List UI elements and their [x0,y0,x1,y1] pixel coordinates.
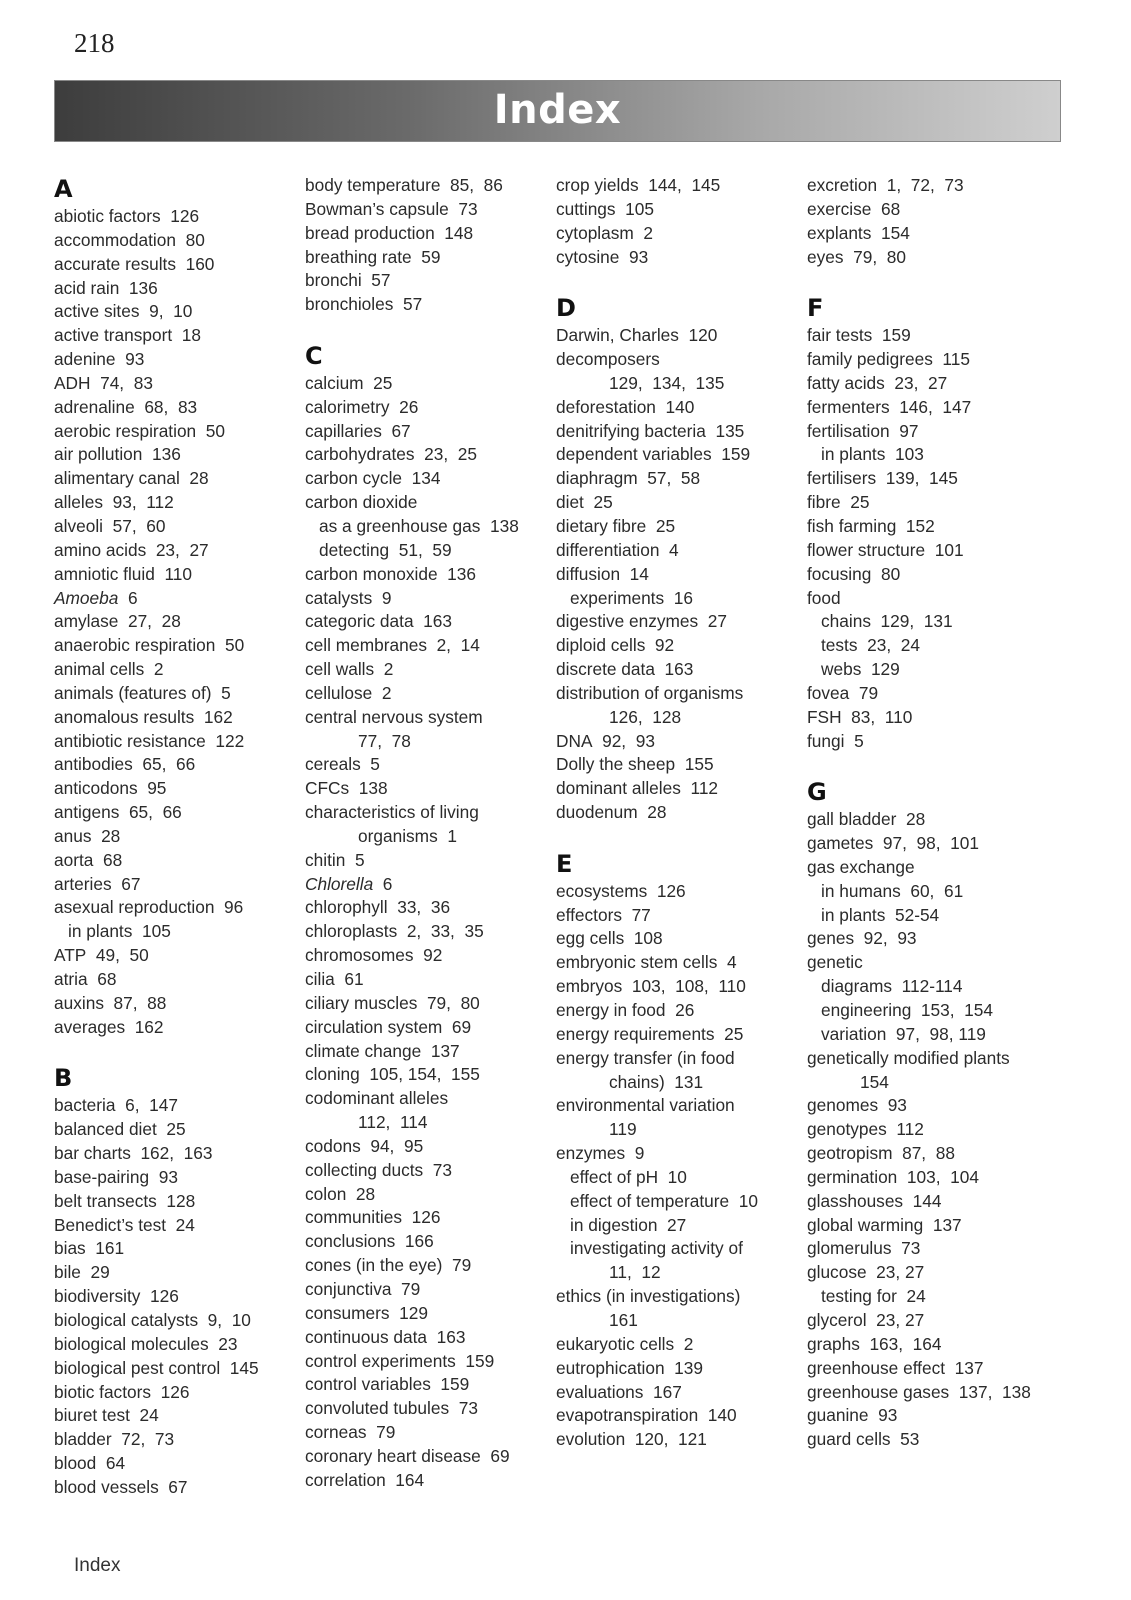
index-entry: Darwin, Charles 120 [556,325,718,346]
index-entry: cones (in the eye) 79 [305,1255,472,1276]
index-entry: alimentary canal 28 [54,468,209,489]
index-entry: fovea 79 [807,682,879,703]
index-entry: carbohydrates 23, 25 [305,444,477,465]
index-entry: explants 154 [807,222,910,243]
page-number: 218 [74,28,115,58]
index-entry-continuation: organisms 1 [358,825,457,846]
index-entry: energy in food 26 [556,1000,695,1020]
index-entry: accurate results 160 [54,253,215,274]
index-entry: cytoplasm 2 [556,222,654,243]
section-gap [305,317,555,341]
index-entry: cloning 105, 154, 155 [305,1064,480,1085]
index-entry: adenine 93 [54,349,145,370]
index-column-2 [305,174,555,1493]
index-subentry: in digestion 27 [570,1214,687,1235]
index-entry-continuation: 129, 134, 135 [609,372,725,393]
index-subentry: experiments 16 [570,587,693,608]
index-entry: consumers 129 [305,1302,428,1323]
index-entry-continuation: 119 [609,1119,637,1140]
index-entry: fatty acids 23, 27 [807,372,948,393]
index-entry: egg cells 108 [556,928,663,949]
index-entry: glasshouses 144 [807,1190,942,1211]
index-entry: corneas 79 [305,1422,396,1443]
index-entry: cereals 5 [305,754,380,775]
index-entry: guard cells 53 [807,1429,920,1450]
index-entry: eyes 79, 80 [807,246,906,267]
index-entry: anomalous results 162 [54,706,233,727]
section-letter: E [556,849,573,878]
index-entry: ATP 49, 50 [54,945,149,966]
index-entry: balanced diet 25 [54,1119,186,1140]
index-entry: anus 28 [54,825,121,846]
index-entry: discrete data 163 [556,659,694,680]
index-entry: bread production 148 [305,222,474,243]
index-entry: diffusion 14 [556,563,649,584]
index-entry: dietary fibre 25 [556,515,676,536]
index-entry: capillaries 67 [305,420,411,441]
index-entry: bar charts 162, 163 [54,1143,213,1164]
index-entry: cell walls 2 [305,659,394,680]
index-entry: evaluations 167 [556,1381,682,1402]
index-subentry: effect of temperature 10 [570,1190,758,1211]
index-entry: gall bladder 28 [807,809,926,830]
index-entry: aorta 68 [54,849,123,870]
index-entry-continuation: 11, 12 [609,1262,661,1283]
index-subentry: diagrams 112-114 [821,976,963,997]
index-entry: flower structure 101 [807,539,964,560]
index-entry: bronchioles 57 [305,294,423,315]
index-column-4 [807,174,1057,1452]
index-entry: active sites 9, 10 [54,301,193,322]
index-subentry: in plants 105 [68,921,171,942]
index-entry: cell membranes 2, 14 [305,635,480,656]
index-entry: greenhouse gases 137, 138 [807,1381,1031,1402]
index-entry: circulation system 69 [305,1016,472,1037]
index-entry: graphs 163, 164 [807,1333,942,1354]
index-entry: fermenters 146, 147 [807,396,972,417]
index-entry: digestive enzymes 27 [556,611,727,632]
index-entry: decomposers [556,349,660,370]
index-entry: body temperature 85, 86 [305,175,503,195]
index-entry: deforestation 140 [556,396,695,417]
index-entry: geotropism 87, 88 [807,1143,955,1164]
index-entry: Bowman’s capsule 73 [305,198,478,219]
index-entry: central nervous system [305,706,483,727]
index-entry: air pollution 136 [54,444,181,465]
index-entry: biological molecules 23 [54,1333,238,1354]
index-entry: bladder 72, 73 [54,1429,175,1450]
index-entry: ADH 74, 83 [54,372,153,393]
index-entry: colon 28 [305,1183,376,1204]
index-columns [54,174,1074,1534]
index-entry: diploid cells 92 [556,635,675,656]
index-entry: Chlorella 6 [305,873,393,894]
section-letter: B [54,1064,73,1093]
index-entry: exercise 68 [807,198,901,219]
index-entry: environmental variation [556,1095,735,1116]
index-entry: genetic [807,952,863,973]
section-gap [556,825,806,849]
index-entry: calorimetry 26 [305,396,419,417]
index-entry: fair tests 159 [807,325,911,346]
index-entry: denitrifying bacteria 135 [556,420,745,441]
section-letter: F [807,294,824,323]
index-entry: greenhouse effect 137 [807,1357,984,1378]
index-entry: averages 162 [54,1016,164,1037]
index-entry: anaerobic respiration 50 [54,635,245,656]
index-subentry: tests 23, 24 [821,635,920,656]
index-entry: acid rain 136 [54,277,158,298]
index-entry-continuation: 161 [609,1309,638,1330]
index-entry: fungi 5 [807,730,864,751]
index-entry: abiotic factors 126 [54,206,200,226]
index-subentry: investigating activity of [570,1238,743,1259]
index-column-3 [556,174,806,1452]
index-entry-continuation: 112, 114 [358,1112,428,1133]
index-entry-continuation: 126, 128 [609,706,682,727]
index-entry: asexual reproduction 96 [54,897,244,918]
index-entry: fibre 25 [807,492,870,513]
index-entry: genetically modified plants [807,1047,1010,1068]
index-entry: aerobic respiration 50 [54,420,225,441]
index-entry: chromosomes 92 [305,945,443,966]
index-entry: chitin 5 [305,849,365,870]
index-entry: anticodons 95 [54,778,167,799]
index-entry: catalysts 9 [305,587,392,608]
section-gap [807,269,1057,293]
index-entry: ecosystems 126 [556,880,686,901]
index-entry: chlorophyll 33, 36 [305,897,451,918]
index-entry: dominant alleles 112 [556,778,719,799]
section-letter: D [556,294,576,323]
index-entry: cytosine 93 [556,246,649,267]
index-entry: antibiotic resistance 122 [54,730,245,751]
index-entry: effectors 77 [556,904,651,925]
index-entry: global warming 137 [807,1214,962,1235]
index-entry: focusing 80 [807,563,901,584]
index-entry: evolution 120, 121 [556,1429,707,1450]
index-entry: biological pest control 145 [54,1357,259,1378]
index-entry: control experiments 159 [305,1350,495,1371]
index-entry: carbon monoxide 136 [305,563,477,584]
index-entry: gas exchange [807,856,915,877]
index-entry: evapotranspiration 140 [556,1405,737,1426]
index-entry: animal cells 2 [54,659,164,680]
index-entry: base-pairing 93 [54,1166,178,1187]
index-entry: embryonic stem cells 4 [556,952,737,973]
index-entry: bias 161 [54,1238,125,1259]
index-entry: antibodies 65, 66 [54,754,196,775]
index-entry: dependent variables 159 [556,444,751,465]
index-entry: germination 103, 104 [807,1166,979,1187]
index-entry: duodenum 28 [556,802,667,823]
index-subentry: engineering 153, 154 [821,1000,993,1020]
index-entry: coronary heart disease 69 [305,1445,510,1466]
index-entry: blood 64 [54,1453,126,1474]
section-letter: G [807,778,827,807]
index-entry: categoric data 163 [305,611,452,632]
index-subentry: testing for 24 [821,1286,926,1307]
index-entry: eukaryotic cells 2 [556,1333,694,1354]
index-entry: collecting ducts 73 [305,1159,452,1180]
index-entry: breathing rate 59 [305,246,441,267]
index-subentry: chains 129, 131 [821,611,953,632]
index-entry: belt transects 128 [54,1190,196,1211]
index-subentry: effect of pH 10 [570,1166,687,1187]
index-entry-continuation: chains) 131 [609,1071,704,1092]
index-entry: adrenaline 68, 83 [54,396,198,417]
index-entry: carbon cycle 134 [305,468,441,489]
running-footer: Index [74,1555,121,1576]
index-entry: conjunctiva 79 [305,1278,421,1299]
index-entry: eutrophication 139 [556,1357,704,1378]
index-entry: genes 92, 93 [807,928,917,949]
index-entry: energy requirements 25 [556,1023,744,1044]
index-entry: climate change 137 [305,1040,460,1061]
index-entry: arteries 67 [54,873,141,894]
index-entry: cuttings 105 [556,198,654,219]
index-entry-continuation: 154 [860,1071,889,1092]
index-subentry: detecting 51, 59 [319,539,452,560]
index-entry: glucose 23, 27 [807,1262,925,1283]
index-entry: enzymes 9 [556,1143,645,1164]
index-entry: active transport 18 [54,325,201,346]
index-entry: fertilisation 97 [807,420,919,441]
index-entry: bronchi 57 [305,270,391,291]
index-entry: control variables 159 [305,1374,470,1395]
index-entry: Benedict’s test 24 [54,1214,195,1235]
index-column-1 [54,174,304,1500]
index-entry: energy transfer (in food [556,1047,735,1068]
index-entry: embryos 103, 108, 110 [556,976,746,997]
index-entry: Amoeba 6 [54,587,138,608]
index-entry: carbon dioxide [305,492,418,513]
index-entry: accommodation 80 [54,229,205,250]
index-entry: blood vessels 67 [54,1476,188,1497]
index-entry: characteristics of living [305,802,479,823]
index-entry: correlation 164 [305,1469,425,1490]
index-entry: excretion 1, 72, 73 [807,175,964,195]
index-entry: biodiversity 126 [54,1286,179,1307]
index-entry: cellulose 2 [305,682,392,703]
index-entry: diet 25 [556,492,613,513]
index-entry: biuret test 24 [54,1405,159,1426]
index-entry: bile 29 [54,1262,110,1283]
index-entry: bacteria 6, 147 [54,1095,178,1116]
index-entry: amino acids 23, 27 [54,539,209,560]
index-entry: guanine 93 [807,1405,898,1426]
index-entry: ethics (in investigations) [556,1286,741,1307]
index-entry: fertilisers 139, 145 [807,468,958,489]
title-banner [54,80,1061,142]
index-entry: conclusions 166 [305,1231,434,1252]
index-entry: chloroplasts 2, 33, 35 [305,921,484,942]
index-entry: alveoli 57, 60 [54,515,166,536]
index-entry: biological catalysts 9, 10 [54,1309,251,1330]
index-subentry: in plants 103 [821,444,924,465]
index-subentry: webs 129 [821,659,900,680]
index-entry: distribution of organisms [556,682,744,703]
index-entry: CFCs 138 [305,778,388,799]
index-entry: Dolly the sheep 155 [556,754,714,775]
index-subentry: as a greenhouse gas 138 [319,515,519,536]
index-entry: convoluted tubules 73 [305,1398,478,1419]
index-entry: codons 94, 95 [305,1135,424,1156]
index-entry: DNA 92, 93 [556,730,655,751]
index-entry: FSH 83, 110 [807,706,913,727]
section-letter: C [305,341,323,370]
section-gap [807,753,1057,777]
section-gap [556,269,806,293]
index-entry: cilia 61 [305,969,364,989]
index-entry: ciliary muscles 79, 80 [305,992,480,1013]
index-subentry: variation 97, 98, 119 [821,1023,986,1044]
index-entry: glomerulus 73 [807,1238,921,1259]
index-entry: auxins 87, 88 [54,992,167,1013]
index-entry: diaphragm 57, 58 [556,468,701,489]
index-entry-continuation: 77, 78 [358,730,411,751]
index-entry: animals (features of) 5 [54,682,231,703]
page-title: Index [493,87,622,133]
index-entry: glycerol 23, 27 [807,1309,925,1330]
index-entry: fish farming 152 [807,515,935,536]
index-entry: codominant alleles [305,1088,449,1109]
index-entry: continuous data 163 [305,1326,466,1347]
section-letter: A [54,175,73,203]
index-entry: genomes 93 [807,1095,907,1116]
index-entry: family pedigrees 115 [807,349,970,370]
index-entry: calcium 25 [305,372,393,393]
index-entry: food [807,587,841,608]
index-entry: gametes 97, 98, 101 [807,833,979,854]
index-entry: amylase 27, 28 [54,611,181,632]
index-subentry: in plants 52-54 [821,904,940,925]
index-entry: alleles 93, 112 [54,492,174,513]
index-entry: amniotic fluid 110 [54,563,193,584]
section-gap [54,1040,304,1064]
index-entry: atria 68 [54,969,117,989]
index-entry: communities 126 [305,1207,441,1228]
index-entry: genotypes 112 [807,1119,924,1140]
index-entry: differentiation 4 [556,539,679,560]
index-entry: biotic factors 126 [54,1381,190,1402]
index-subentry: in humans 60, 61 [821,880,964,901]
index-entry: crop yields 144, 145 [556,175,721,195]
index-entry: antigens 65, 66 [54,802,182,823]
